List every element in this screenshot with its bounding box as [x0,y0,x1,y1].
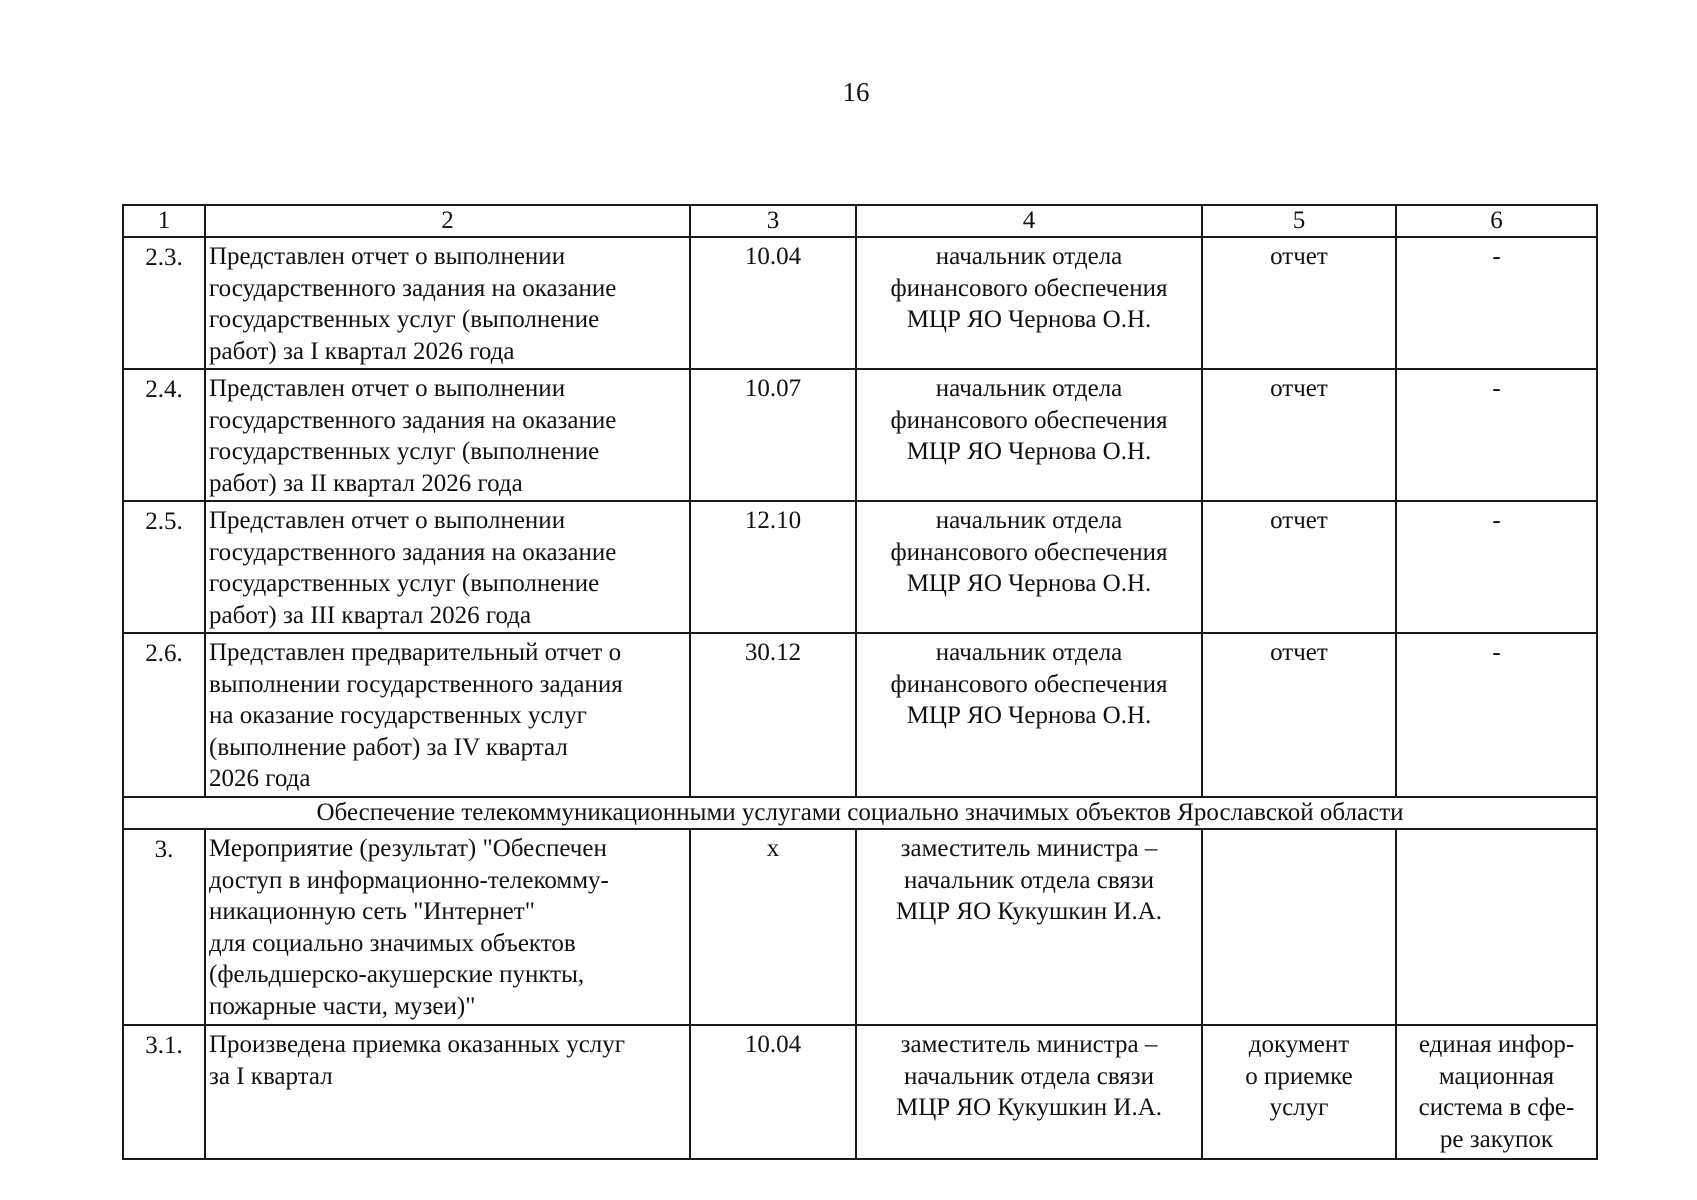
description-line: государственного задания на оказание [209,274,617,302]
row-info-system [1396,237,1597,369]
row-result [1202,369,1396,501]
responsible-line: финансового обеспечения [890,406,1168,434]
responsible-line: заместитель министра – [900,1031,1158,1058]
description-line: государственного задания на оказание [209,538,617,566]
description-line: Произведена приемка оказанных услуг [209,1031,626,1058]
responsible-line: МЦР ЯО Чернова О.Н. [906,570,1152,597]
info-line: - [1492,243,1501,270]
responsible-line: МЦР ЯО Кукушкин И.А. [895,1094,1162,1121]
column-header: 2 [205,205,690,237]
table-row [123,237,1597,369]
info-line: единая инфор- [1418,1031,1575,1058]
row-description [205,829,690,1025]
info-line: - [1492,507,1501,534]
row-number: 2.5. [123,501,205,633]
responsible-line: МЦР ЯО Чернова О.Н. [906,438,1152,465]
column-header: 4 [856,205,1202,237]
row-result [1202,829,1396,1025]
table-header-row [123,205,1597,237]
description-line: государственных услуг (выполнение [209,570,600,597]
responsible-line: МЦР ЯО Кукушкин И.А. [895,898,1162,925]
description-line: Мероприятие (результат) "Обеспечен [209,835,607,862]
row-description [205,369,690,501]
section-heading-row [123,797,1597,829]
row-date: 10.07 [690,369,856,501]
row-info-system [1396,1025,1597,1159]
description-line: государственных услуг (выполнение [209,306,600,333]
description-line: никационную сеть "Интернет" [209,898,535,925]
row-info-system [1396,633,1597,797]
description-line: Представлен отчет о выполнении [209,243,566,270]
result-line: услуг [1269,1094,1329,1121]
row-responsible [856,369,1202,501]
row-responsible [856,237,1202,369]
result-line: отчет [1270,507,1328,534]
description-line: 2026 года [209,765,311,792]
row-result [1202,633,1396,797]
section-heading: Обеспечение телекоммуникационными услугами социально значимых объектов Ярославской области [123,797,1597,829]
row-date: 10.04 [690,237,856,369]
responsible-line: МЦР ЯО Чернова О.Н. [906,306,1152,333]
column-header: 5 [1202,205,1396,237]
info-line: - [1492,375,1501,402]
responsible-line: заместитель министра – [900,835,1158,862]
result-line: отчет [1270,639,1328,666]
description-line: государственного задания на оказание [209,406,617,434]
row-date: 12.10 [690,501,856,633]
row-number: 3. [123,829,205,1025]
responsible-line: начальник отдела связи [903,1062,1155,1090]
description-line: государственных услуг (выполнение [209,438,600,465]
table-row [123,369,1597,501]
result-line: документ [1248,1031,1350,1058]
responsible-line: МЦР ЯО Чернова О.Н. [906,702,1152,729]
column-header: 6 [1396,205,1597,237]
description-line: для социально значимых объектов [209,929,576,957]
row-info-system [1396,369,1597,501]
description-line: работ) за I квартал 2026 года [209,337,515,365]
result-line: о приемке [1245,1062,1353,1090]
result-line: отчет [1270,243,1328,270]
row-responsible [856,633,1202,797]
responsible-line: финансового обеспечения [890,538,1168,566]
description-line: Представлен предварительный отчет о [209,639,622,666]
description-line: на оказание государственных услуг [209,702,587,729]
responsible-line: финансового обеспечения [890,274,1168,302]
responsible-line: начальник отдела [935,243,1123,270]
row-info-system [1396,501,1597,633]
row-responsible [856,501,1202,633]
description-line: за I квартал [209,1062,333,1090]
responsible-line: начальник отдела [935,639,1123,666]
row-date: 30.12 [690,633,856,797]
responsible-line: начальник отдела [935,507,1123,534]
description-line: Представлен отчет о выполнении [209,507,566,534]
row-number: 2.6. [123,633,205,797]
responsible-line: финансового обеспечения [890,670,1168,698]
description-line: работ) за III квартал 2026 года [209,601,532,629]
description-line: работ) за II квартал 2026 года [209,469,523,497]
info-line: мационная [1438,1062,1555,1090]
row-result [1202,501,1396,633]
row-result [1202,1025,1396,1159]
responsible-line: начальник отдела связи [903,866,1155,894]
row-description [205,501,690,633]
row-date: х [690,829,856,1025]
column-header: 3 [690,205,856,237]
table-row [123,633,1597,797]
row-responsible [856,1025,1202,1159]
row-number: 3.1. [123,1025,205,1159]
row-info-system [1396,829,1597,1025]
description-line: (фельдшерско-акушерские пункты, [209,961,585,988]
info-line: - [1492,639,1501,666]
row-description [205,237,690,369]
row-description [205,1025,690,1159]
table-row [123,1025,1597,1159]
description-line: (выполнение работ) за IV квартал [209,733,568,761]
description-line: выполнении государственного задания [209,670,623,698]
row-date: 10.04 [690,1025,856,1159]
row-number: 2.4. [123,369,205,501]
row-number: 2.3. [123,237,205,369]
responsible-line: начальник отдела [935,375,1123,402]
plan-table [122,204,1598,1160]
result-line: отчет [1270,375,1328,402]
info-line: ре закупок [1439,1125,1554,1153]
column-header: 1 [123,205,205,237]
description-line: Представлен отчет о выполнении [209,375,566,402]
row-result [1202,237,1396,369]
description-line: пожарные части, музеи)" [209,992,476,1020]
page-number: 16 [842,77,870,107]
row-description [205,633,690,797]
table-row [123,501,1597,633]
description-line: доступ в информационно-телекомму- [209,866,609,894]
info-line: система в сфе- [1418,1094,1575,1121]
row-responsible [856,829,1202,1025]
table-row [123,829,1597,1025]
